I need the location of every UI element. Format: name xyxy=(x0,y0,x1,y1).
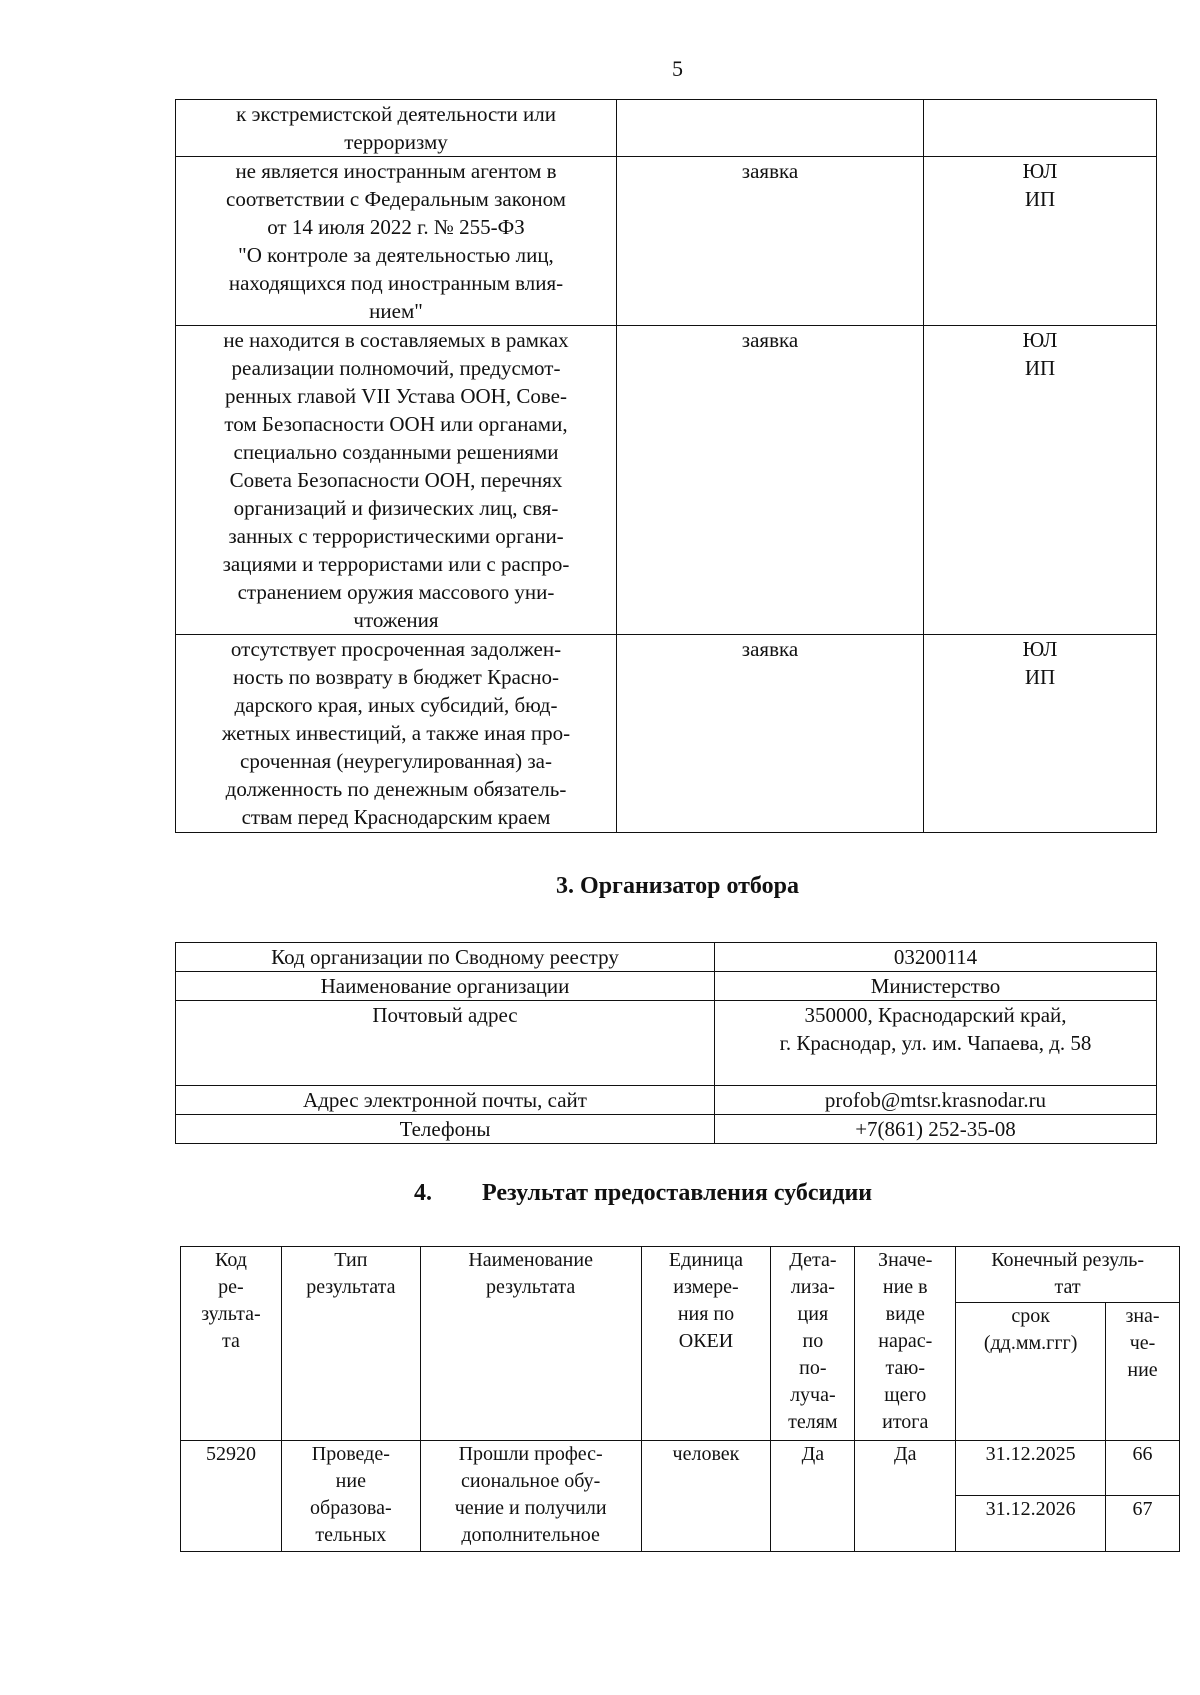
results-table xyxy=(180,1246,1180,1552)
result-name: Прошли профес- сиональное обу- чение и получили дополнительное xyxy=(420,1441,641,1552)
section-3-title: 3. Организатор отбора xyxy=(556,873,799,899)
criterion-cell: не является иностранным агентом в соответствии с Федеральным законом от 14 июля 2022 г. № 255-ФЗ "О контроле за деятельностью лиц, находящихся под иностранным влия- нием" xyxy=(176,157,617,326)
table-row xyxy=(176,1115,1157,1144)
applicant-cell: ЮЛ ИП xyxy=(924,157,1157,326)
table-row xyxy=(176,100,1157,157)
document-cell xyxy=(617,100,924,157)
table-row xyxy=(176,1001,1157,1086)
section-4-title xyxy=(414,1180,872,1207)
criterion-cell: не находится в составляемых в рамках реализации полномочий, предусмот- ренных главой VII Устава ООН, Сове- том Безопасности ООН или органами, специально созданными решениями Совета Безопасности ООН, перечнях организаций и физических лиц, свя- занных с террористическими органи- зациями и террористами или с распро- странением оружия массового уни- чтожения xyxy=(176,326,617,635)
table-row xyxy=(176,943,1157,972)
table-row xyxy=(176,1086,1157,1115)
criteria-table xyxy=(175,99,1157,833)
document-cell: заявка xyxy=(617,326,924,635)
result-term: 31.12.2025 xyxy=(956,1441,1106,1496)
organizer-value: 03200114 xyxy=(715,943,1157,972)
organizer-label: Телефоны xyxy=(176,1115,715,1144)
header-unit: Единица измере- ния по ОКЕИ xyxy=(641,1247,771,1441)
organizer-table xyxy=(175,942,1157,1144)
criterion-cell: отсутствует просроченная задолжен- ность по возврату в бюджет Красно- дарского края, иных субсидий, бюд- жетных инвестиций, а также иная про- сроченная (неурегулированная) за- долженность по денежным обязатель- ствам перед Краснодарским краем xyxy=(176,635,617,833)
organizer-email: profob@mtsr.krasnodar.ru xyxy=(715,1086,1157,1115)
result-term: 31.12.2026 xyxy=(956,1496,1106,1552)
table-row xyxy=(176,326,1157,635)
header-code: Код ре- зульта- та xyxy=(181,1247,282,1441)
section-4-heading: Результат предоставления субсидии xyxy=(482,1180,873,1206)
organizer-label: Код организации по Сводному реестру xyxy=(176,943,715,972)
applicant-cell: ЮЛ ИП xyxy=(924,326,1157,635)
result-type: Проведе- ние образова- тельных xyxy=(281,1441,420,1552)
applicant-cell xyxy=(924,100,1157,157)
result-unit: человек xyxy=(641,1441,771,1552)
header-cumulative: Значе- ние в виде нарас- таю- щего итога xyxy=(855,1247,956,1441)
table-row xyxy=(181,1441,1180,1496)
organizer-value: Министерство xyxy=(715,972,1157,1001)
criterion-cell: к экстремистской деятельности или терроризму xyxy=(176,100,617,157)
header-term: срок (дд.мм.ггг) xyxy=(956,1303,1106,1441)
header-name: Наименование результата xyxy=(420,1247,641,1441)
organizer-value: 350000, Краснодарский край, г. Краснодар, ул. им. Чапаева, д. 58 xyxy=(715,1001,1157,1086)
section-4-number: 4. xyxy=(414,1180,432,1206)
organizer-label: Адрес электронной почты, сайт xyxy=(176,1086,715,1115)
organizer-phone: +7(861) 252-35-08 xyxy=(715,1115,1157,1144)
result-value: 66 xyxy=(1106,1441,1180,1496)
applicant-cell: ЮЛ ИП xyxy=(924,635,1157,833)
result-cumulative: Да xyxy=(855,1441,956,1552)
table-row xyxy=(176,157,1157,326)
table-row xyxy=(176,972,1157,1001)
header-value: зна- че- ние xyxy=(1106,1303,1180,1441)
result-code: 52920 xyxy=(181,1441,282,1552)
result-detail: Да xyxy=(771,1441,855,1552)
result-value: 67 xyxy=(1106,1496,1180,1552)
header-detail: Дета- лиза- ция по по- луча- телям xyxy=(771,1247,855,1441)
organizer-label: Наименование организации xyxy=(176,972,715,1001)
table-header-row xyxy=(181,1247,1180,1303)
header-final-result: Конечный резуль- тат xyxy=(956,1247,1180,1303)
header-type: Тип результата xyxy=(281,1247,420,1441)
document-cell: заявка xyxy=(617,635,924,833)
table-row xyxy=(176,635,1157,833)
document-cell: заявка xyxy=(617,157,924,326)
page-number: 5 xyxy=(672,56,683,81)
organizer-label: Почтовый адрес xyxy=(176,1001,715,1086)
